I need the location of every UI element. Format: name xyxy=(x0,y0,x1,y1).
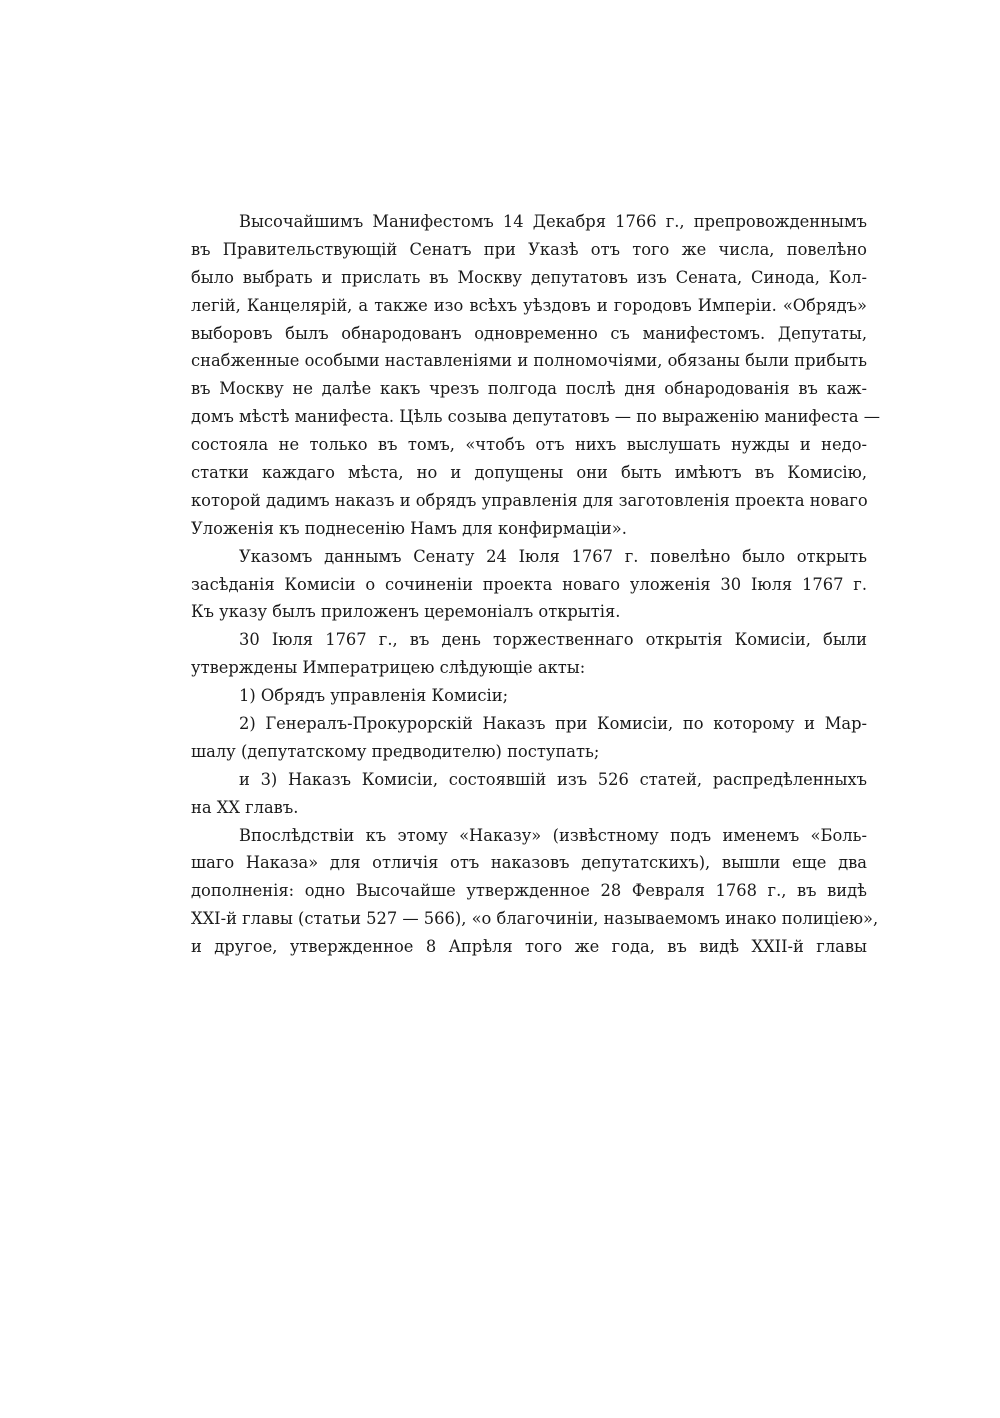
text-line: выборовъ былъ обнародованъ одновременно съ манифестомъ. Депутаты, xyxy=(191,323,867,343)
text-line: дополненія: одно Высочайше утвержденное 28 Февраля 1768 г., въ видѣ xyxy=(191,881,867,901)
text-line: Къ указу былъ приложенъ церемоніалъ открытія. xyxy=(191,602,621,622)
text-line: Указомъ даннымъ Сенату 24 Іюля 1767 г. повелѣно было открыть xyxy=(239,546,867,566)
text-line: засѣданія Комисіи о сочиненіи проекта новаго уложенія 30 Іюля 1767 г. xyxy=(191,574,867,594)
text-line: Высочайшимъ Манифестомъ 14 Декабря 1766 г., препровожденнымъ xyxy=(239,212,867,231)
text-line: шаго Наказа» для отличія отъ наказовъ депутатскихъ), вышли еще два xyxy=(191,853,867,873)
text-line: въ Правительствующій Сенатъ при Указѣ отъ того же числа, повелѣно xyxy=(191,239,867,259)
text-line: въ Москву не далѣе какъ чрезъ полгода послѣ дня обнародованія въ каж- xyxy=(191,379,867,399)
text-line: которой дадимъ наказъ и обрядъ управленія для заготовленія проекта новаго xyxy=(191,490,868,510)
text-line: Впослѣдствіи къ этому «Наказу» (извѣстному подъ именемъ «Боль- xyxy=(239,825,867,845)
body-text xyxy=(191,208,881,961)
text-line: утверждены Императрицею слѣдующіе акты: xyxy=(191,658,586,678)
text-line: шалу (депутатскому предводителю) поступать; xyxy=(191,741,600,761)
text-line: снабженные особыми наставленіями и полномочіями, обязаны были прибыть xyxy=(191,351,867,371)
text-line: и 3) Наказъ Комисіи, состоявшій изъ 526 статей, распредѣленныхъ xyxy=(239,769,867,789)
text-line: Уложенія къ поднесенію Намъ для конфирмаціи». xyxy=(191,518,627,538)
text-line: было выбрать и прислать въ Москву депутатовъ изъ Сената, Синода, Кол- xyxy=(191,267,867,287)
text-line: 2) Генералъ-Прокурорскій Наказъ при Комисіи, по которому и Мар- xyxy=(239,714,867,734)
text-line: XXI-й главы (статьи 527 — 566), «о благочиніи, называемомъ инако полиціею», xyxy=(191,909,879,929)
text-line: статки каждаго мѣста, но и допущены они быть имѣютъ въ Комисію, xyxy=(191,463,867,483)
text-line: домъ мѣстѣ манифеста. Цѣль созыва депутатовъ — по выраженію манифеста — xyxy=(191,407,881,427)
text-line: на XX главъ. xyxy=(191,797,299,817)
text-line: легій, Канцелярій, а также изо всѣхъ уѣздовъ и городовъ Имперіи. «Обрядъ» xyxy=(191,295,867,315)
text-line: 1) Обрядъ управленія Комисіи; xyxy=(239,686,509,706)
text-line: 30 Іюля 1767 г., въ день торжественнаго открытія Комисіи, были xyxy=(239,630,867,650)
text-line: состояла не только въ томъ, «чтобъ отъ нихъ выслушать нужды и недо- xyxy=(191,435,867,455)
text-line: и другое, утвержденное 8 Апрѣля того же года, въ видѣ XXII-й главы xyxy=(191,937,867,957)
